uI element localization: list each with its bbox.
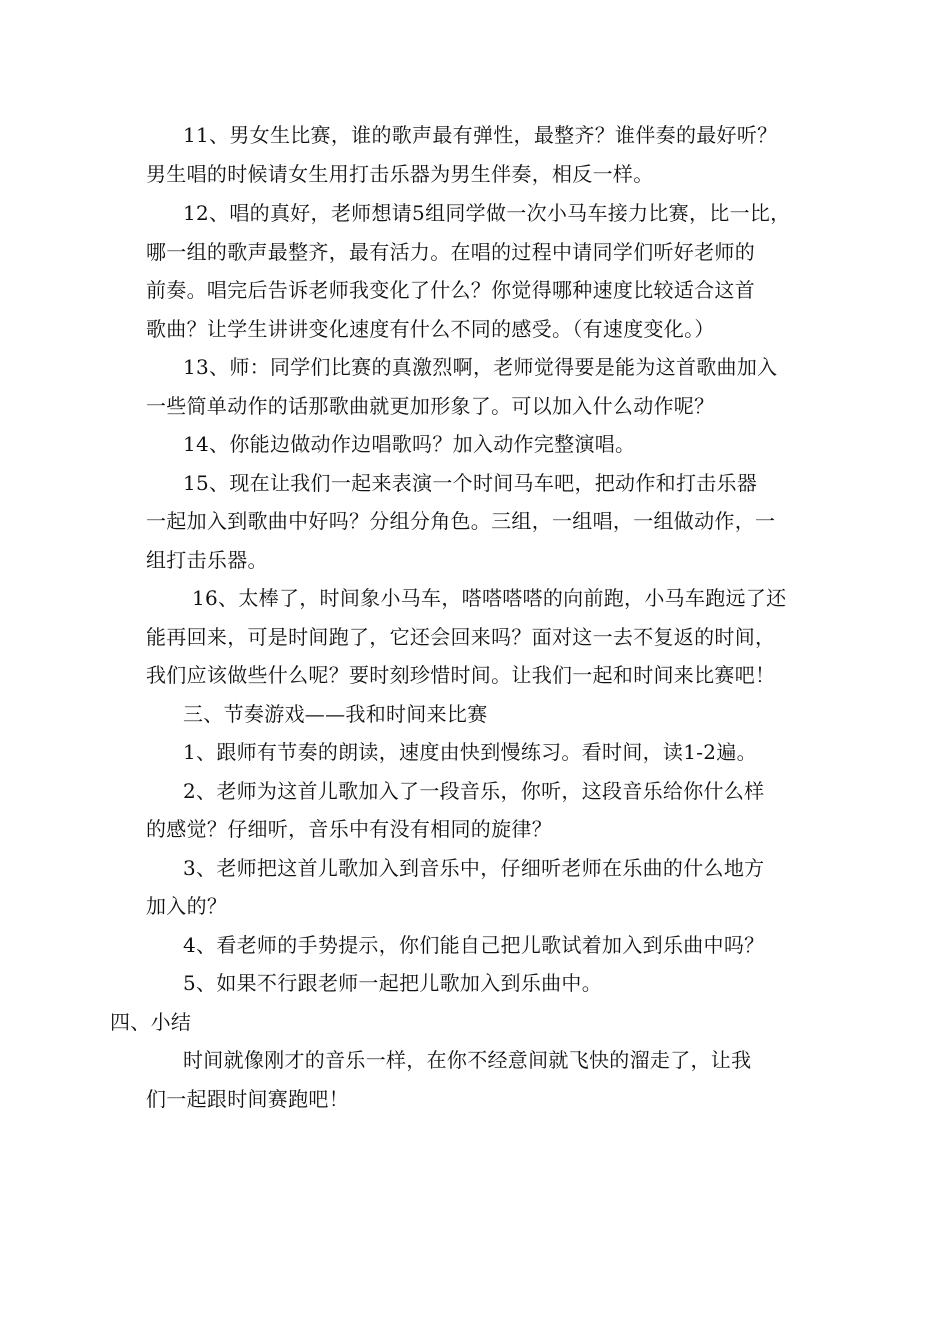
- section-heading: 三、节奏游戏——我和时间来比赛: [183, 702, 488, 726]
- text-line: 2、老师为这首儿歌加入了一段音乐，你听，这段音乐给你什么样: [183, 779, 765, 803]
- text-line: 哪一组的歌声最整齐，最有活力。在唱的过程中请同学们听好老师的: [146, 240, 755, 264]
- text-line: 16、太棒了，时间象小马车，嗒嗒嗒嗒的向前跑，小马车跑远了还: [192, 586, 787, 610]
- text-line: 歌曲？让学生讲讲变化速度有什么不同的感受。（有速度变化。）: [146, 317, 715, 341]
- text-line: 15、现在让我们一起来表演一个时间马车吧，把动作和打击乐器: [183, 471, 758, 495]
- text-line: 男生唱的时候请女生用打击乐器为男生伴奏，相反一样。: [146, 162, 654, 186]
- text-line: 1、跟师有节奏的朗读，速度由快到慢练习。看时间，读1-2遍。: [183, 740, 757, 764]
- text-line: 5、如果不行跟老师一起把儿歌加入到乐曲中。: [183, 971, 603, 995]
- text-line: 能再回来，可是时间跑了，它还会回来吗？面对这一去不复返的时间，: [146, 625, 776, 649]
- text-line: 3、老师把这首儿歌加入到音乐中，仔细听老师在乐曲的什么地方: [183, 856, 765, 880]
- text-line: 4、看老师的手势提示，你们能自己把儿歌试着加入到乐曲中吗？: [183, 933, 765, 957]
- section-heading: 四、小结: [110, 1010, 192, 1034]
- text-line: 的感觉？仔细听，音乐中有没有相同的旋律？: [146, 817, 552, 841]
- text-line: 时间就像刚才的音乐一样，在你不经意间就飞快的溜走了，让我: [183, 1048, 752, 1072]
- text-line: 13、师：同学们比赛的真激烈啊，老师觉得要是能为这首歌曲加入: [183, 355, 778, 379]
- text-line: 12、唱的真好，老师想请5组同学做一次小马车接力比赛，比一比，: [183, 201, 791, 225]
- text-line: 前奏。唱完后告诉老师我变化了什么？你觉得哪种速度比较适合这首: [146, 278, 755, 302]
- text-line: 一起加入到歌曲中好吗？分组分角色。三组，一组唱，一组做动作，一: [146, 509, 776, 533]
- text-line: 加入的？: [146, 894, 228, 918]
- text-line: 一些简单动作的话那歌曲就更加形象了。可以加入什么动作呢？: [146, 394, 715, 418]
- text-line: 11、男女生比赛，谁的歌声最有弹性，最整齐？谁伴奏的最好听？: [183, 123, 778, 147]
- text-line: 我们应该做些什么呢？要时刻珍惜时间。让我们一起和时间来比赛吧！: [146, 663, 776, 687]
- text-line: 组打击乐器。: [146, 548, 268, 572]
- text-line: 14、你能边做动作边唱歌吗？加入动作完整演唱。: [183, 432, 636, 456]
- text-line: 们一起跟时间赛跑吧！: [146, 1087, 349, 1111]
